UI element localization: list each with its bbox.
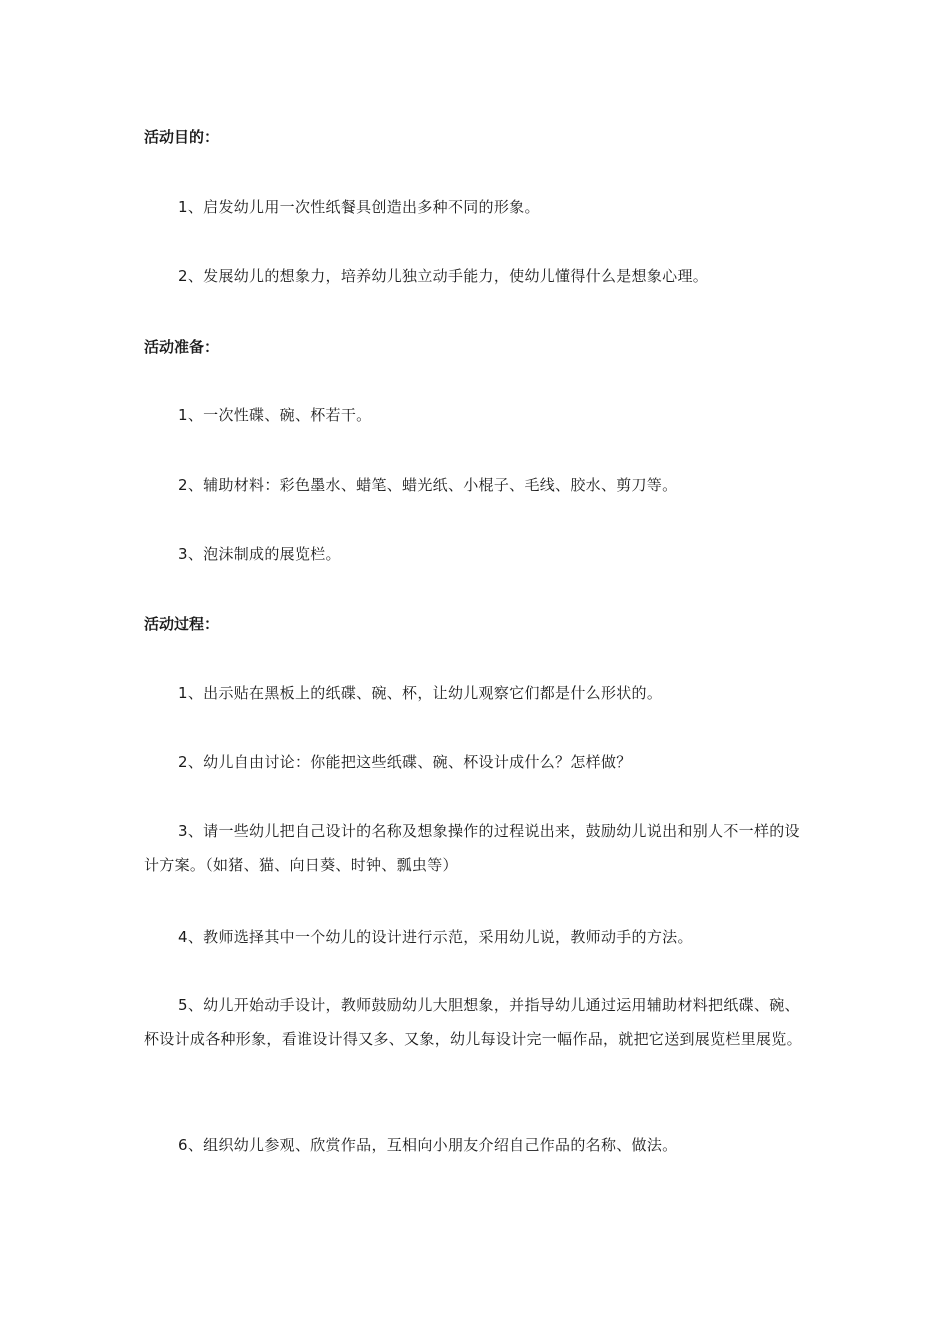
objective-item-2: 2、发展幼儿的想象力，培养幼儿独立动手能力，使幼儿懂得什么是想象心理。 (178, 267, 709, 285)
heading-objectives: 活动目的： (144, 128, 220, 146)
preparation-item-3: 3、泡沫制成的展览栏。 (178, 545, 341, 563)
objective-item-1: 1、启发幼儿用一次性纸餐具创造出多种不同的形象。 (178, 198, 540, 216)
process-item-2: 2、幼儿自由讨论：你能把这些纸碟、碗、杯设计成什么？怎样做？ (178, 753, 632, 771)
process-item-6: 6、组织幼儿参观、欣赏作品，互相向小朋友介绍自己作品的名称、做法。 (178, 1136, 678, 1154)
process-item-5: 5、幼儿开始动手设计，教师鼓励幼儿大胆想象，并指导幼儿通过运用辅助材料把纸碟、碗、杯设计成各种形象，看谁设计得又多、又象，幼儿每设计完一幅作品，就把它送到展览栏里展览。 (144, 996, 802, 1048)
process-item-1: 1、出示贴在黑板上的纸碟、碗、杯，让幼儿观察它们都是什么形状的。 (178, 684, 663, 702)
heading-preparation: 活动准备： (144, 338, 220, 356)
process-item-4: 4、教师选择其中一个幼儿的设计进行示范，采用幼儿说，教师动手的方法。 (178, 928, 693, 946)
preparation-item-2: 2、辅助材料：彩色墨水、蜡笔、蜡光纸、小棍子、毛线、胶水、剪刀等。 (178, 476, 678, 494)
heading-process: 活动过程： (144, 615, 220, 633)
preparation-item-1: 1、一次性碟、碗、杯若干。 (178, 406, 372, 424)
process-item-3: 3、请一些幼儿把自己设计的名称及想象操作的过程说出来，鼓励幼儿说出和别人不一样的设计方案。（如猪、猫、向日葵、时钟、瓢虫等） (144, 822, 800, 874)
